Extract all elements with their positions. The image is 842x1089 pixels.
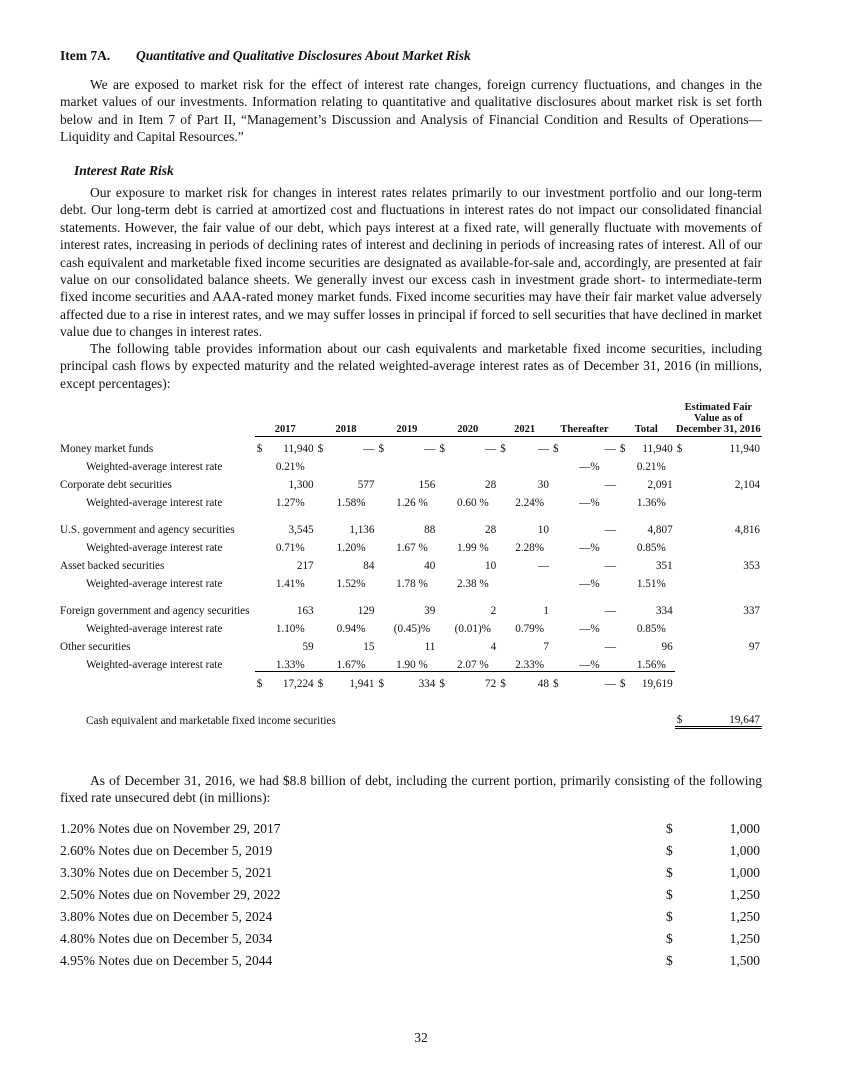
table-row xyxy=(60,473,762,491)
table-cell: — xyxy=(604,443,616,455)
notes-table xyxy=(60,818,760,972)
table-cell: 0.85% xyxy=(636,542,666,554)
table-header-row xyxy=(60,402,762,437)
note-label: 3.30% Notes due on December 5, 2021 xyxy=(60,865,273,880)
currency-symbol: $ xyxy=(437,672,447,691)
row-label: Weighted-average interest rate xyxy=(86,496,223,509)
table-cell: 0.94% xyxy=(336,623,366,635)
row-label: Asset backed securities xyxy=(60,559,165,572)
currency-symbol xyxy=(498,491,508,509)
currency-symbol xyxy=(316,473,326,491)
currency-symbol: $ xyxy=(666,953,673,968)
currency-symbol: $ xyxy=(552,443,559,455)
currency-symbol: $ xyxy=(439,443,445,455)
currency-symbol xyxy=(618,572,628,590)
row-label: U.S. government and agency securities xyxy=(60,523,235,536)
table-cell: — xyxy=(537,560,549,572)
table-cell: 1.58% xyxy=(336,497,366,509)
table-cell: 163 xyxy=(296,605,314,617)
currency-symbol xyxy=(437,653,447,672)
currency-symbol: $ xyxy=(316,672,326,691)
currency-symbol: $ xyxy=(618,672,628,691)
currency-symbol xyxy=(316,572,326,590)
table-cell: 0.79% xyxy=(515,623,545,635)
currency-symbol xyxy=(316,536,326,554)
table-cell: 11 xyxy=(424,641,436,653)
currency-symbol xyxy=(316,617,326,635)
currency-symbol xyxy=(376,617,386,635)
currency-symbol xyxy=(376,653,386,672)
currency-symbol xyxy=(551,572,561,590)
table-cell: 0.71% xyxy=(275,542,305,554)
note-label: 1.20% Notes due on November 29, 2017 xyxy=(60,821,281,836)
currency-symbol xyxy=(376,572,386,590)
currency-symbol: $ xyxy=(666,931,673,946)
table-cell: 1.90 % xyxy=(396,659,428,671)
currency-symbol xyxy=(376,509,386,536)
table-cell: 2.38 % xyxy=(456,578,489,590)
currency-symbol xyxy=(675,455,685,473)
table-cell: 97 xyxy=(748,641,760,653)
currency-symbol xyxy=(551,509,561,536)
item-title: Quantitative and Qualitative Disclosures About Market Risk xyxy=(136,48,471,63)
currency-symbol: $ xyxy=(255,672,265,691)
item-heading xyxy=(60,48,471,64)
table-cell: 337 xyxy=(743,605,760,617)
table-row xyxy=(60,437,762,456)
table-cell: 1.20% xyxy=(336,542,366,554)
currency-symbol: $ xyxy=(500,443,506,455)
currency-symbol xyxy=(675,473,685,491)
table-cell xyxy=(685,491,762,509)
table-cell: 0.21% xyxy=(636,461,666,473)
table-cell: —% xyxy=(579,578,600,590)
fair-value-total-label: Cash equivalent and marketable fixed income securities xyxy=(86,714,336,727)
table-cell: 1.33% xyxy=(275,659,305,671)
currency-symbol: $ xyxy=(666,865,673,880)
row-label: Other securities xyxy=(60,640,131,653)
row-label: Weighted-average interest rate xyxy=(86,622,223,635)
table-cell: 1,300 xyxy=(288,479,314,491)
table-cell: 217 xyxy=(296,560,314,572)
row-label: Money market funds xyxy=(60,442,154,455)
currency-symbol xyxy=(618,635,628,653)
currency-symbol xyxy=(551,455,561,473)
table-cell: 96 xyxy=(661,641,673,653)
note-row xyxy=(60,928,760,950)
table-cell: — xyxy=(424,443,436,455)
table-cell: 15 xyxy=(363,641,375,653)
currency-symbol xyxy=(316,590,326,617)
currency-symbol: $ xyxy=(619,443,626,455)
col-header: Estimated Fair Value as of December 31, 2016 xyxy=(676,402,761,435)
currency-symbol xyxy=(437,635,447,653)
table-cell xyxy=(387,455,438,473)
table-cell xyxy=(447,455,498,473)
table-cell: (0.45)% xyxy=(393,623,431,635)
table-cell: 2.28% xyxy=(515,542,545,554)
currency-symbol xyxy=(376,491,386,509)
table-cell: 2.33% xyxy=(515,659,545,671)
col-header: Thereafter xyxy=(551,402,618,437)
fair-value-total-row xyxy=(60,690,762,727)
currency-symbol xyxy=(437,554,447,572)
note-row xyxy=(60,840,760,862)
currency-symbol xyxy=(675,572,685,590)
table-row xyxy=(60,554,762,572)
currency-symbol: $ xyxy=(676,443,683,455)
table-cell: 1.26 % xyxy=(396,497,428,509)
note-row xyxy=(60,818,760,840)
table-cell: 1.52% xyxy=(336,578,366,590)
note-row xyxy=(60,950,760,972)
currency-symbol: $ xyxy=(317,443,324,455)
table-cell: 4,816 xyxy=(734,524,760,536)
currency-symbol xyxy=(551,554,561,572)
table-cell: 4,807 xyxy=(647,524,673,536)
table-cell: — xyxy=(537,443,549,455)
currency-symbol xyxy=(618,653,628,672)
total-cell: 334 xyxy=(387,672,438,691)
note-label: 2.50% Notes due on November 29, 2022 xyxy=(60,887,281,902)
currency-symbol xyxy=(675,635,685,653)
total-cell: 1,941 xyxy=(326,672,377,691)
note-label: 3.80% Notes due on December 5, 2024 xyxy=(60,909,273,924)
currency-symbol xyxy=(618,617,628,635)
currency-symbol xyxy=(255,536,265,554)
table-cell xyxy=(326,455,377,473)
currency-symbol: $ xyxy=(675,690,685,727)
table-cell: 353 xyxy=(743,560,760,572)
currency-symbol xyxy=(618,473,628,491)
table-cell: 2 xyxy=(490,605,497,617)
total-cell: — xyxy=(561,672,618,691)
col-header: 2017 xyxy=(255,402,316,437)
table-cell: 11,940 xyxy=(642,443,673,455)
currency-symbol xyxy=(255,653,265,672)
interest-rate-risk-heading: Interest Rate Risk xyxy=(74,163,174,178)
table-cell: 1.51% xyxy=(636,578,666,590)
currency-symbol: $ xyxy=(498,672,508,691)
currency-symbol xyxy=(255,590,265,617)
currency-symbol xyxy=(316,491,326,509)
table-cell: 30 xyxy=(537,479,549,491)
currency-symbol xyxy=(255,509,265,536)
table-cell: — xyxy=(604,479,616,491)
col-header: 2020 xyxy=(437,402,498,437)
currency-symbol xyxy=(437,455,447,473)
table-cell: 1.36% xyxy=(636,497,666,509)
currency-symbol xyxy=(255,473,265,491)
table-cell: 129 xyxy=(357,605,375,617)
currency-symbol xyxy=(376,455,386,473)
currency-symbol xyxy=(316,509,326,536)
currency-symbol xyxy=(618,491,628,509)
total-cell: 72 xyxy=(447,672,498,691)
currency-symbol xyxy=(498,473,508,491)
note-row xyxy=(60,862,760,884)
table-cell xyxy=(685,617,762,635)
table-row xyxy=(60,617,762,635)
note-amount: 1,250 xyxy=(729,931,760,946)
table-cell xyxy=(508,455,551,473)
fair-value-total: 19,647 xyxy=(685,690,762,727)
table-cell: 351 xyxy=(655,560,673,572)
currency-symbol xyxy=(618,554,628,572)
table-row xyxy=(60,653,762,672)
currency-symbol xyxy=(551,473,561,491)
table-row xyxy=(60,536,762,554)
table-cell: 1.27% xyxy=(275,497,305,509)
currency-symbol xyxy=(376,473,386,491)
currency-symbol xyxy=(316,455,326,473)
row-label: Corporate debt securities xyxy=(60,478,172,491)
currency-symbol xyxy=(675,491,685,509)
table-cell: (0.01)% xyxy=(454,623,492,635)
currency-symbol: $ xyxy=(666,909,673,924)
note-row xyxy=(60,884,760,906)
currency-symbol xyxy=(376,590,386,617)
note-label: 4.80% Notes due on December 5, 2034 xyxy=(60,931,273,946)
table-cell: 39 xyxy=(424,605,436,617)
table-cell: 1.41% xyxy=(275,578,305,590)
table-cell: 1.99 % xyxy=(456,542,489,554)
currency-symbol xyxy=(498,617,508,635)
table-cell: 28 xyxy=(485,479,497,491)
currency-symbol xyxy=(316,653,326,672)
intro-paragraph: We are exposed to market risk for the effect of interest rate changes, foreign currency fluctuations, and changes in the market values of our investments. Information relating to quantitative and qualitative disclosures about market risk is set forth below and in Item 7 of Part II, “Management’s Discussion and Analysis of Financial Condition and Results of Operations—Liquidity and Capital Resources.” xyxy=(60,77,762,145)
currency-symbol xyxy=(675,590,685,617)
currency-symbol xyxy=(437,473,447,491)
table-row xyxy=(60,509,762,536)
table-cell: 2.07 % xyxy=(456,659,489,671)
currency-symbol xyxy=(498,554,508,572)
col-header: 2021 xyxy=(498,402,551,437)
table-cell: 11,940 xyxy=(283,443,314,455)
total-cell: 19,619 xyxy=(628,672,675,691)
table-cell: — xyxy=(604,605,616,617)
table-cell: 0.85% xyxy=(636,623,666,635)
row-label: Weighted-average interest rate xyxy=(86,541,223,554)
col-header: 2018 xyxy=(316,402,377,437)
currency-symbol xyxy=(255,455,265,473)
note-label: 2.60% Notes due on December 5, 2019 xyxy=(60,843,273,858)
table-cell xyxy=(508,572,551,590)
note-amount: 1,000 xyxy=(729,843,760,858)
note-amount: 1,250 xyxy=(729,887,760,902)
currency-symbol xyxy=(498,509,508,536)
currency-symbol xyxy=(551,491,561,509)
currency-symbol xyxy=(551,590,561,617)
total-cell: 17,224 xyxy=(265,672,316,691)
currency-symbol xyxy=(618,509,628,536)
currency-symbol xyxy=(376,635,386,653)
totals-row xyxy=(60,672,762,691)
currency-symbol xyxy=(437,509,447,536)
currency-symbol xyxy=(437,617,447,635)
note-amount: 1,000 xyxy=(729,821,760,836)
currency-symbol xyxy=(437,572,447,590)
table-cell: 88 xyxy=(424,524,436,536)
table-cell: 1 xyxy=(543,605,549,617)
table-row xyxy=(60,590,762,617)
table-cell: —% xyxy=(579,497,600,509)
table-cell: 1.78 % xyxy=(396,578,428,590)
note-row xyxy=(60,906,760,928)
row-label: Weighted-average interest rate xyxy=(86,577,223,590)
currency-symbol: $ xyxy=(666,843,673,858)
table-cell xyxy=(685,572,762,590)
item-number: Item 7A. xyxy=(60,48,111,63)
currency-symbol xyxy=(675,536,685,554)
table-cell: 1,136 xyxy=(349,524,375,536)
table-cell: 334 xyxy=(655,605,673,617)
debt-intro-paragraph: As of December 31, 2016, we had $8.8 billion of debt, including the current portion, primarily consisting of the following fixed rate unsecured debt (in millions): xyxy=(60,773,762,806)
currency-symbol xyxy=(498,590,508,617)
currency-symbol xyxy=(316,635,326,653)
row-label: Foreign government and agency securities xyxy=(60,604,250,617)
table-cell: 0.60 % xyxy=(456,497,489,509)
table-cell: 577 xyxy=(357,479,375,491)
page-number: 32 xyxy=(414,1030,428,1045)
currency-symbol xyxy=(498,653,508,672)
currency-symbol xyxy=(551,617,561,635)
row-label xyxy=(60,672,255,691)
table-cell: 40 xyxy=(424,560,436,572)
currency-symbol xyxy=(498,455,508,473)
currency-symbol xyxy=(551,635,561,653)
col-header: 2019 xyxy=(376,402,437,437)
currency-symbol xyxy=(437,491,447,509)
table-cell: — xyxy=(604,641,616,653)
table-cell: 1.67 % xyxy=(396,542,428,554)
col-header: Total xyxy=(618,402,675,437)
table-cell: 84 xyxy=(363,560,375,572)
currency-symbol xyxy=(255,491,265,509)
table-row xyxy=(60,455,762,473)
row-label: Weighted-average interest rate xyxy=(86,460,223,473)
table-intro-paragraph: The following table provides information about our cash equivalents and marketable fixed income securities, including principal cash flows by expected maturity and the related weighted-average interest rates as of December 31, 2016 (in millions, except percentages): xyxy=(60,341,762,391)
currency-symbol: $ xyxy=(666,821,673,836)
currency-symbol xyxy=(316,554,326,572)
currency-symbol: $ xyxy=(256,443,263,455)
table-cell: 1.67% xyxy=(336,659,366,671)
table-row xyxy=(60,635,762,653)
currency-symbol xyxy=(255,572,265,590)
currency-symbol xyxy=(376,554,386,572)
currency-symbol: $ xyxy=(378,443,385,455)
currency-symbol: $ xyxy=(376,672,386,691)
currency-symbol xyxy=(498,536,508,554)
table-cell: — xyxy=(604,524,616,536)
empty-cell xyxy=(685,672,762,691)
table-cell: — xyxy=(604,560,616,572)
currency-symbol xyxy=(551,536,561,554)
table-cell: 3,545 xyxy=(288,524,314,536)
table-cell: 59 xyxy=(302,641,314,653)
table-cell: — xyxy=(363,443,375,455)
table-cell: 2,091 xyxy=(647,479,673,491)
currency-symbol xyxy=(498,572,508,590)
table-cell: 7 xyxy=(543,641,549,653)
table-cell: 10 xyxy=(485,560,497,572)
currency-symbol xyxy=(675,617,685,635)
table-cell: — xyxy=(485,443,497,455)
note-amount: 1,250 xyxy=(729,909,760,924)
total-cell: 48 xyxy=(508,672,551,691)
currency-symbol xyxy=(255,554,265,572)
note-label: 4.95% Notes due on December 5, 2044 xyxy=(60,953,273,968)
currency-symbol xyxy=(437,590,447,617)
currency-symbol xyxy=(551,653,561,672)
currency-symbol xyxy=(618,536,628,554)
empty-cell xyxy=(675,672,685,691)
table-cell: 4 xyxy=(490,641,497,653)
currency-symbol xyxy=(675,554,685,572)
note-amount: 1,000 xyxy=(729,865,760,880)
table-cell: 2,104 xyxy=(734,479,760,491)
currency-symbol xyxy=(675,653,685,672)
currency-symbol: $ xyxy=(551,672,561,691)
currency-symbol xyxy=(255,617,265,635)
table-cell: —% xyxy=(579,623,600,635)
currency-symbol: $ xyxy=(666,887,673,902)
table-cell: —% xyxy=(579,659,600,671)
table-cell: 1.10% xyxy=(275,623,305,635)
table-cell xyxy=(685,536,762,554)
currency-symbol xyxy=(376,536,386,554)
table-cell: —% xyxy=(579,542,600,554)
table-row xyxy=(60,572,762,590)
table-cell xyxy=(685,455,762,473)
row-label: Weighted-average interest rate xyxy=(86,659,223,671)
table-cell xyxy=(685,653,762,672)
interest-rate-paragraph: Our exposure to market risk for changes in interest rates relates primarily to our investment portfolio and our long-term debt. Our long-term debt is carried at amortized cost and fluctuations in interest rates do not impact our consolidated financial statements. However, the fair value of our debt, which pays interest at a fixed rate, will generally fluctuate with movements of interest rates, increasing in periods of declining rates of interest and declining in periods of increasing rates of interest. All of our cash equivalent and marketable fixed income securities are designated as available-for-sale and, accordingly, are presented at fair value on our consolidated balance sheets. We generally invest our excess cash in investment grade short- to intermediate-term fixed income securities and AAA-rated money market funds. Fixed income securities may have their fair market value adversely affected due to a rise in interest rates, and we may suffer losses in principal if forced to sell securities that have declined in market value due to changes in interest rates. xyxy=(60,185,762,340)
table-cell: 2.24% xyxy=(515,497,545,509)
table-cell: 11,940 xyxy=(729,443,760,455)
currency-symbol xyxy=(618,455,628,473)
currency-symbol xyxy=(675,509,685,536)
market-risk-table xyxy=(60,402,762,729)
currency-symbol xyxy=(618,590,628,617)
table-row xyxy=(60,491,762,509)
currency-symbol xyxy=(255,635,265,653)
table-cell: 1.56% xyxy=(636,659,666,671)
currency-symbol xyxy=(437,536,447,554)
note-amount: 1,500 xyxy=(729,953,760,968)
table-cell: 28 xyxy=(485,524,497,536)
table-cell: 0.21% xyxy=(275,461,305,473)
table-cell: —% xyxy=(579,461,600,473)
table-cell: 156 xyxy=(418,479,436,491)
currency-symbol xyxy=(498,635,508,653)
table-cell: 10 xyxy=(537,524,549,536)
